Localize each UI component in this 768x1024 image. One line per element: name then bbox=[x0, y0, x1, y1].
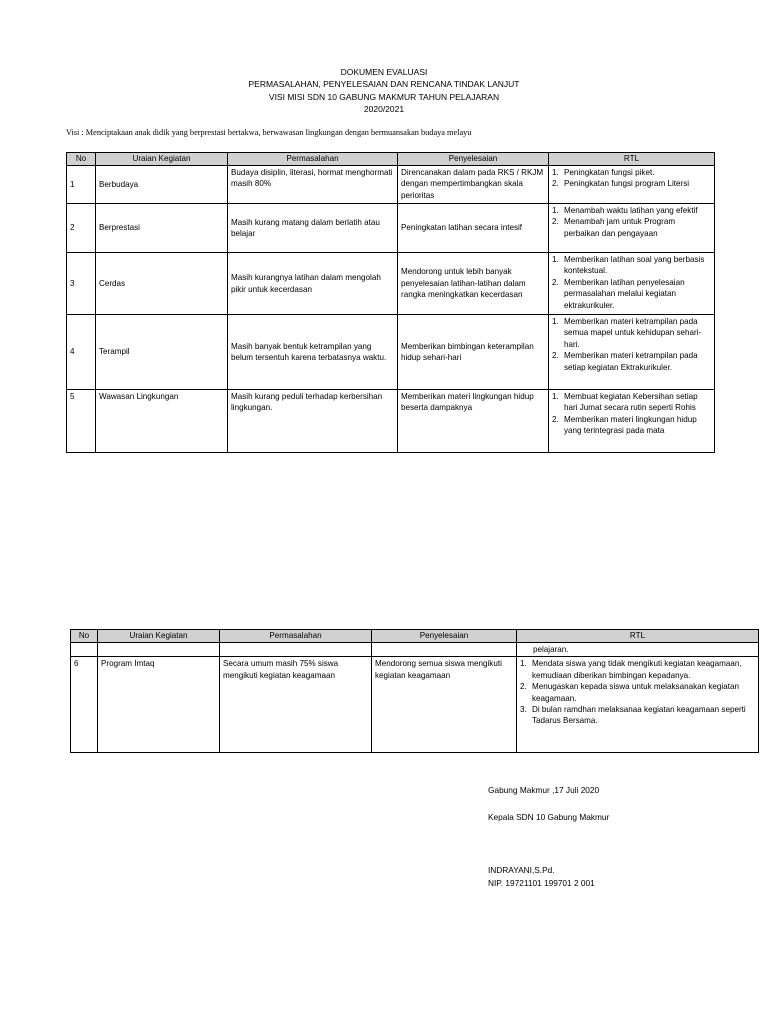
heading-year: 2020/2021 bbox=[363, 104, 405, 115]
visi-statement: Visi : Menciptakaan anak didik yang berprestasi bertakwa, berwawasan lingkungan dengan bermuansakan budaya melayu bbox=[66, 128, 472, 137]
row-rtl bbox=[549, 166, 715, 204]
rtl-item bbox=[552, 178, 711, 189]
row-number: 3 bbox=[67, 253, 96, 315]
col-header-rtl: RTL bbox=[517, 630, 759, 643]
rtl-item bbox=[552, 316, 711, 350]
rtl-item bbox=[552, 216, 711, 239]
heading-subtitle: PERMASALAHAN, PENYELESAIAN DAN RENCANA TINDAK LANJUT bbox=[248, 79, 520, 90]
table-row bbox=[71, 657, 759, 753]
rtl-item-text: Memberikan materi lingkungan hidup yang terintegrasi pada mata bbox=[564, 414, 697, 436]
row-number: 1 bbox=[67, 166, 96, 204]
row-rtl bbox=[549, 315, 715, 390]
rtl-item-text: Membuat kegiatan Kebersihan setiap hari Jumat secara rutin seperti Rohis bbox=[564, 392, 698, 413]
rtl-item-number: 2. bbox=[552, 351, 559, 361]
rtl-item-text: Menambah waktu latihan yang efektif bbox=[564, 206, 698, 215]
row-rtl bbox=[549, 204, 715, 253]
evaluation-table-page1 bbox=[66, 152, 715, 453]
rtl-item-text: Di bulan ramdhan melaksanaa kegiatan keagamaan seperti Tadarus Bersama. bbox=[532, 705, 746, 726]
empty-cell bbox=[372, 643, 517, 657]
rtl-item-number: 3. bbox=[520, 705, 527, 715]
rtl-item bbox=[552, 391, 711, 414]
heading-school: VISI MISI SDN 10 GABUNG MAKMUR TAHUN PELAJARAN bbox=[268, 91, 500, 102]
row-number: 2 bbox=[67, 204, 96, 253]
row-number: 4 bbox=[67, 315, 96, 390]
rtl-item-text: Menambah jam untuk Program perbaikan dan pengayaan bbox=[564, 217, 676, 238]
col-header-permasalahan: Permasalahan bbox=[228, 153, 398, 166]
empty-cell bbox=[98, 643, 220, 657]
rtl-item-text: Peningkatan fungsi piket. bbox=[564, 168, 655, 177]
row-rtl bbox=[549, 390, 715, 453]
evaluation-table-page2 bbox=[70, 629, 759, 753]
rtl-item-number: 2. bbox=[552, 277, 559, 287]
table-row bbox=[67, 166, 715, 204]
signature-name: INDRAYANI,S.Pd. bbox=[488, 865, 555, 875]
rtl-item bbox=[552, 167, 711, 178]
table-header-row bbox=[71, 630, 759, 643]
table-row bbox=[67, 204, 715, 253]
table-row bbox=[67, 253, 715, 315]
rtl-item-text: Memberikan materi ketrampilan pada setiap kegiatan Ektrakurikuler. bbox=[564, 351, 698, 372]
table-row bbox=[67, 390, 715, 453]
rtl-item bbox=[552, 350, 711, 373]
signature-nip: NIP. 19721101 199701 2 001 bbox=[488, 878, 595, 888]
row-permasalahan: Masih kurangnya latihan dalam mengolah pikir untuk kecerdasan bbox=[228, 253, 398, 315]
rtl-item-number: 1. bbox=[552, 255, 559, 264]
rtl-item bbox=[552, 205, 711, 216]
row-penyelesaian: Peningkatan latihan secara intesif bbox=[398, 204, 549, 253]
row-number: 5 bbox=[67, 390, 96, 453]
rtl-item bbox=[552, 254, 711, 277]
row-permasalahan: Masih kurang peduli terhadap kerbersihan lingkungan. bbox=[228, 390, 398, 453]
rtl-list bbox=[552, 167, 711, 190]
rtl-item-number: 1. bbox=[552, 168, 559, 177]
empty-cell bbox=[71, 643, 98, 657]
empty-cell bbox=[220, 643, 372, 657]
row-kegiatan: Cerdas bbox=[96, 253, 228, 315]
row-penyelesaian: Memberikan bimbingan keterampilan hidup sehari-hari bbox=[398, 315, 549, 390]
rtl-item-text: Memberikan latihan penyelesaian permasalahan melalui kegiatan ektrakurikuler. bbox=[564, 277, 685, 310]
rtl-item bbox=[552, 414, 711, 437]
row-penyelesaian: Mendorong semua siswa mengikuti kegiatan keagamaan bbox=[372, 657, 517, 753]
signature-position: Kepala SDN 10 Gabung Makmur bbox=[488, 812, 610, 822]
rtl-item bbox=[552, 277, 711, 311]
document-heading bbox=[0, 66, 768, 116]
heading-title: DOKUMEN EVALUASI bbox=[340, 67, 428, 77]
col-header-rtl: RTL bbox=[549, 153, 715, 166]
row-permasalahan: Masih banyak bentuk ketrampilan yang belum tersentuh karena terbatasnya waktu. bbox=[228, 315, 398, 390]
row-kegiatan: Berprestasi bbox=[96, 204, 228, 253]
row-penyelesaian: Direncanakan dalam pada RKS / RKJM dengan mempertimbangkan skala perioritas bbox=[398, 166, 549, 204]
rtl-item-number: 2. bbox=[552, 217, 559, 227]
row-permasalahan: Secara umum masih 75% siswa mengikuti kegiatan keagamaan bbox=[220, 657, 372, 753]
rtl-item-number: 1. bbox=[552, 317, 559, 326]
rtl-item-number: 2. bbox=[552, 414, 559, 424]
col-header-penyelesaian: Penyelesaian bbox=[398, 153, 549, 166]
row-rtl bbox=[517, 657, 759, 753]
col-header-no: No bbox=[71, 630, 98, 643]
table-row bbox=[67, 315, 715, 390]
rtl-item-text: Memberikan materi ketrampilan pada semua mapel untuk kehidupan sehari-hari. bbox=[564, 317, 702, 349]
col-header-penyelesaian: Penyelesaian bbox=[372, 630, 517, 643]
rtl-item-text: Menugaskan kepada siswa untuk melaksanakan kegiatan keagamaan. bbox=[532, 682, 739, 703]
rtl-item-number: 1. bbox=[520, 659, 527, 669]
signature-place-date: Gabung Makmur ,17 Juli 2020 bbox=[488, 785, 600, 795]
rtl-list bbox=[552, 316, 711, 373]
rtl-item-text: Memberikan latihan soal yang berbasis kontekstual. bbox=[564, 255, 705, 276]
row-rtl bbox=[549, 253, 715, 315]
rtl-item-number: 1. bbox=[552, 392, 559, 401]
row-number: 6 bbox=[71, 657, 98, 753]
rtl-item-number: 2. bbox=[552, 179, 559, 189]
rtl-list bbox=[552, 391, 711, 437]
rtl-list bbox=[552, 254, 711, 311]
col-header-kegiatan: Uraian Kegiatan bbox=[96, 153, 228, 166]
rtl-list bbox=[520, 658, 755, 726]
row-penyelesaian: Mendorong untuk lebih banyak penyelesaian latihan-latihan dalam rangka meningkatkan kecerdasan bbox=[398, 253, 549, 315]
row-kegiatan: Berbudaya bbox=[96, 166, 228, 204]
rtl-item bbox=[520, 681, 755, 704]
rtl-item-number: 1. bbox=[552, 206, 559, 215]
rtl-item-text: Mendata siswa yang tidak mengikuti kegiatan keagamaan, kemudiaan diberikan bimbingan kepadanya. bbox=[532, 659, 742, 680]
rtl-item-number: 2. bbox=[520, 682, 527, 692]
continuation-row bbox=[71, 643, 759, 657]
row-penyelesaian: Memberikan materi lingkungan hidup beserta dampaknya bbox=[398, 390, 549, 453]
row-permasalahan: Masih kurang matang dalam berlatih atau belajar bbox=[228, 204, 398, 253]
rtl-item-text: Peningkatan fungsi program Litersi bbox=[564, 179, 690, 189]
col-header-no: No bbox=[67, 153, 96, 166]
row-kegiatan: Wawasan Lingkungan bbox=[96, 390, 228, 453]
rtl-continuation: pelajaran. bbox=[517, 643, 759, 657]
col-header-kegiatan: Uraian Kegiatan bbox=[98, 630, 220, 643]
rtl-item bbox=[520, 658, 755, 681]
row-permasalahan: Budaya disiplin, literasi, hormat menghormati masih 80% bbox=[228, 166, 398, 204]
row-kegiatan: Terampil bbox=[96, 315, 228, 390]
col-header-permasalahan: Permasalahan bbox=[220, 630, 372, 643]
rtl-item bbox=[520, 704, 755, 727]
rtl-list bbox=[552, 205, 711, 239]
table-header-row bbox=[67, 153, 715, 166]
row-kegiatan: Program Imtaq bbox=[98, 657, 220, 753]
